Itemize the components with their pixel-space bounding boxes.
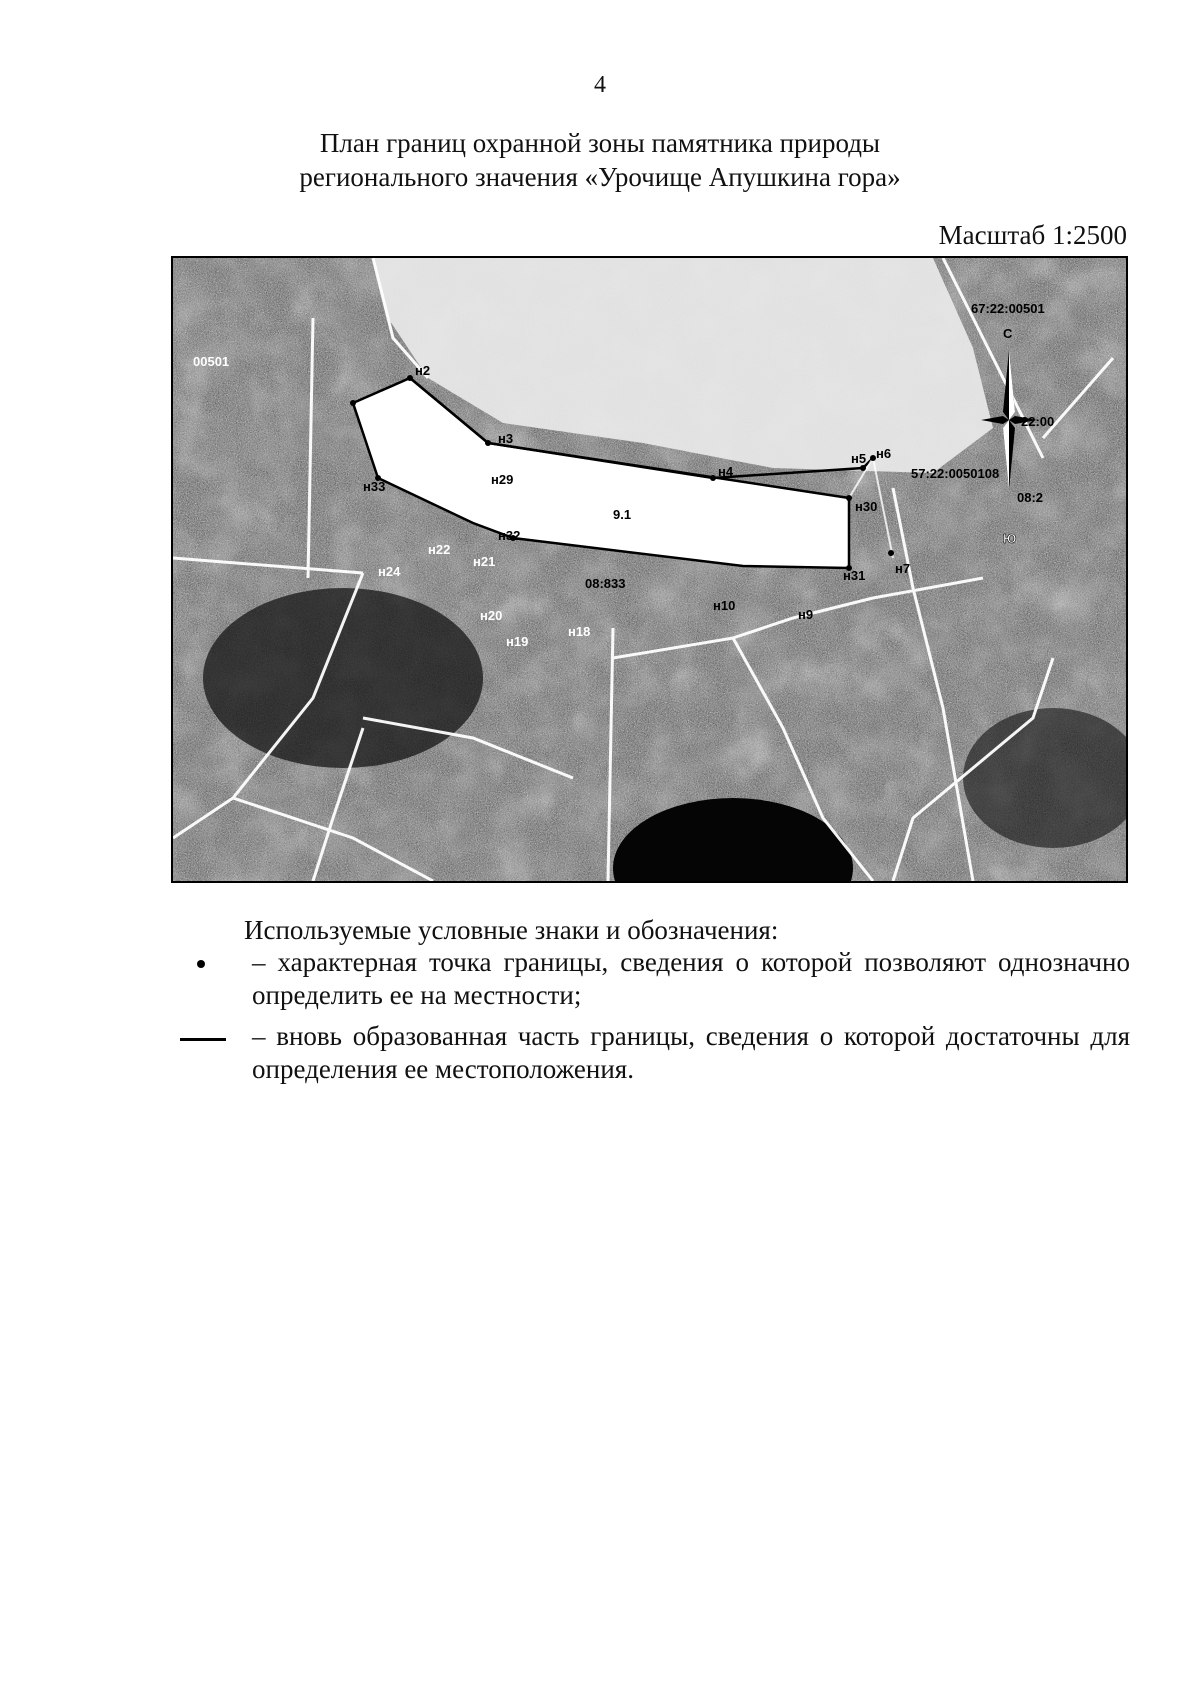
cadastral-label-4: 08:2 [1017,490,1044,505]
boundary-map [171,256,1128,883]
legend-title: Используемые условные знаки и обозначения: [244,915,779,945]
cadastral-label-2: 22:00 [1021,414,1055,429]
zone-label: 9.1 [613,507,632,522]
point-label-n6: н6 [876,446,892,461]
compass-north-label: С [1003,326,1013,341]
cadastral-label-3: 57:22:0050108 [911,466,1000,481]
point-label-n19: н19 [506,634,529,649]
point-label-n10: н10 [713,598,736,613]
point-label-n18: н18 [568,624,591,639]
document-title [0,126,1200,194]
point-label-n3: н3 [498,431,514,446]
legend-dot-icon [170,946,230,979]
title-line-1: План границ охранной зоны памятника природы [319,128,881,158]
legend-item-line-text: – вновь образованная часть границы, сведения о которой достаточны для определения ее местоположения. [252,1021,1130,1084]
point-label-n29: н29 [491,472,514,487]
point-label-n24: н24 [378,564,401,579]
map-scale: Масштаб 1:2500 [938,220,1127,250]
point-label-n32: н32 [498,528,521,543]
cadastral-label-5: 08:833 [585,576,626,591]
legend-item-point [170,946,1130,1012]
legend-item-point-text: – характерная точка границы, сведения о которой позволяют однозначно определить ее на местности; [252,947,1130,1010]
legend-item-line [170,1020,1130,1086]
point-label-n22: н22 [428,542,451,557]
point-label-n2: н2 [415,363,431,378]
point-label-n33: н33 [363,479,386,494]
point-label-n4: н4 [718,464,734,479]
point-label-n30: н30 [855,499,878,514]
legend-line-icon [170,1020,230,1053]
compass-south-label: Ю [1003,531,1017,546]
page-number: 4 [594,72,606,98]
point-label-n9: н9 [798,607,814,622]
point-label-n31: н31 [843,568,866,583]
cadastral-label-6: 00501 [193,354,230,369]
point-label-n20: н20 [480,608,503,623]
map-svg [173,258,1126,881]
title-line-2: регионального значения «Урочище Апушкина гора» [299,162,901,192]
point-label-n21: н21 [473,554,496,569]
cadastral-label-1: 67:22:00501 [971,301,1045,316]
point-label-n5: н5 [851,451,867,466]
point-label-n7: н7 [895,561,911,576]
